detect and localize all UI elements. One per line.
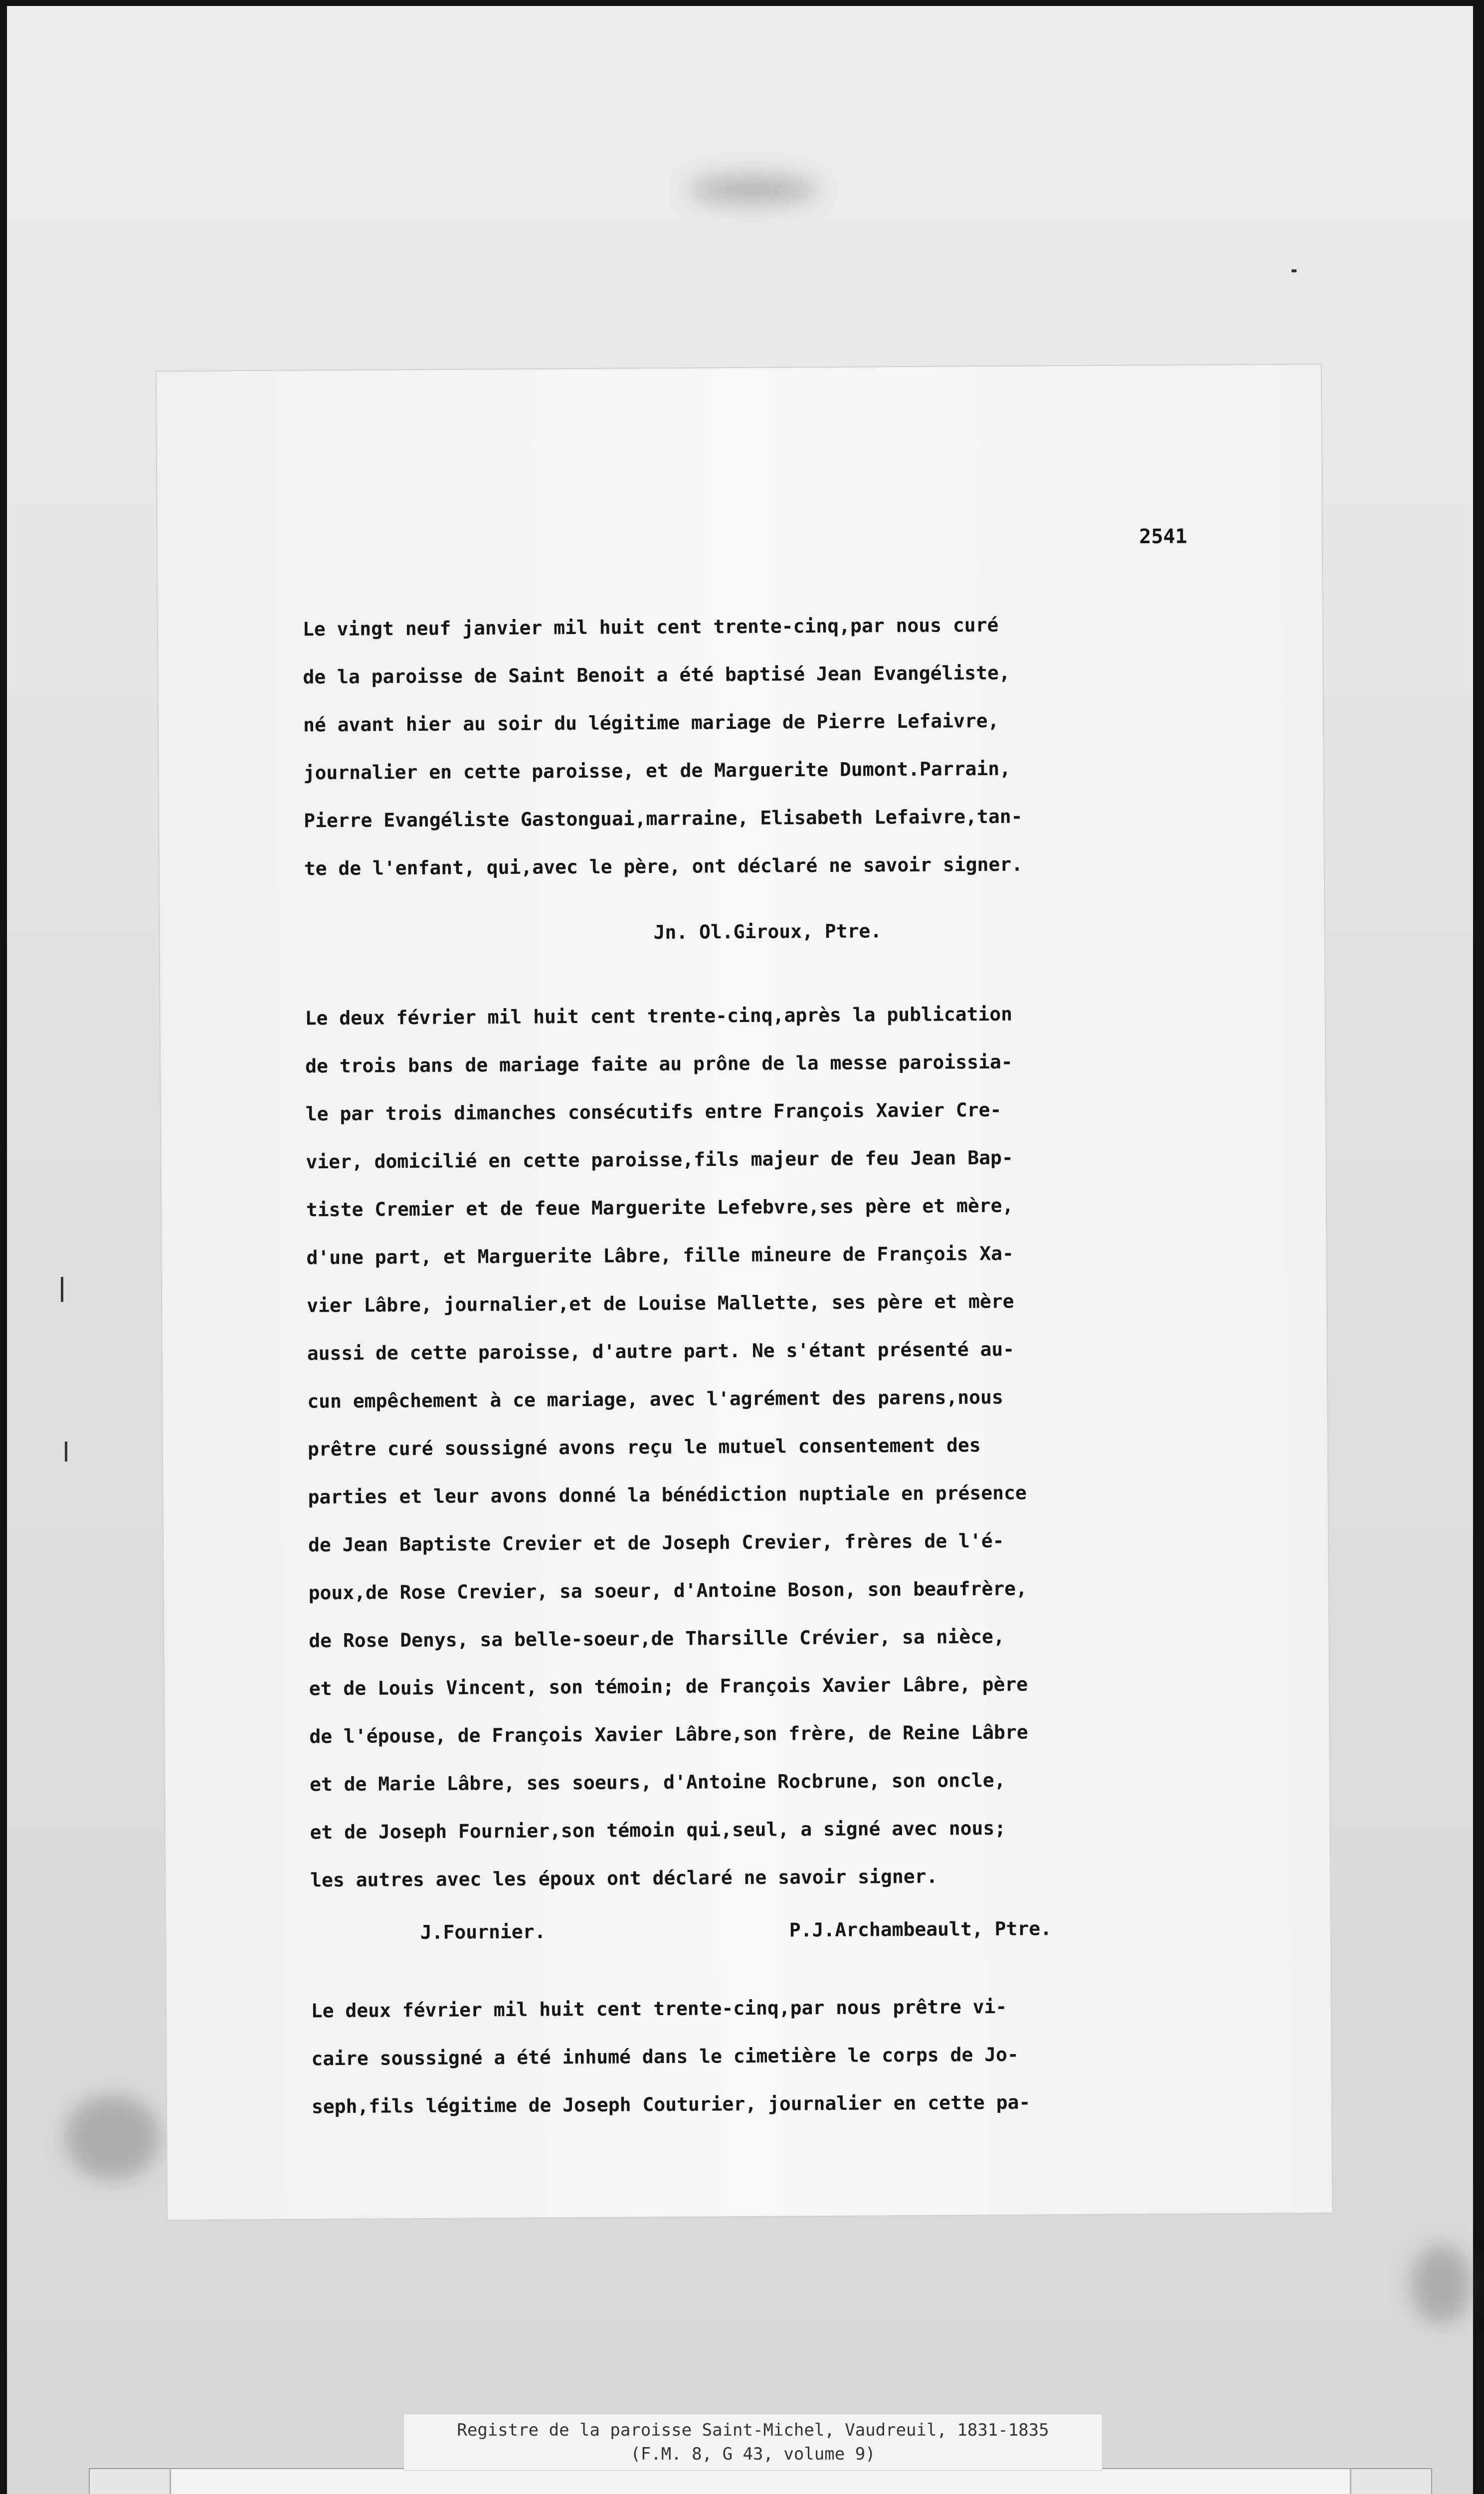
entry-line: prêtre curé soussigné avons reçu le mutuel consentement des [307,1434,981,1460]
entry-line: le par trois dimanches consécutifs entre François Xavier Cre- [305,1098,1002,1125]
register-page [157,365,1332,2220]
archives-stamp-board [90,2469,1431,2494]
entry-line: aussi de cette paroisse, d'autre part. Ne s'étant présenté au- [307,1338,1015,1365]
register-label-title: Registre de la paroisse Saint-Michel, Vaudreuil, 1831-1835 [457,2420,1049,2440]
entry-line: Le deux février mil huit cent trente-cinq,après la publication [305,1003,1013,1030]
board-right-panel [1350,2469,1431,2494]
witness-signature: J.Fournier. [420,1920,546,1943]
baptism-entry [303,600,1217,892]
entry-line: caire soussigné a été inhumé dans le cimetière le corps de Jo- [311,2043,1019,2070]
entry-line: de la paroisse de Saint Benoit a été baptisé Jean Evangéliste, [303,661,1010,688]
film-edge-top [0,0,1484,6]
entry-line: d'une part, et Marguerite Lâbre, fille mineure de François Xa- [306,1242,1014,1269]
entry-line: de Rose Denys, sa belle-soeur,de Tharsille Crévier, sa nièce, [309,1625,1005,1652]
film-scratch [1292,269,1297,272]
entry-line: Le vingt neuf janvier mil huit cent trente-cinq,par nous curé [302,614,999,640]
entry-line: les autres avec les époux ont déclaré ne savoir signer. [310,1865,938,1891]
board-left-panel [90,2469,171,2494]
priest-signature: Jn. Ol.Giroux, Ptre. [653,920,882,944]
entry-line: tiste Cremier et de feue Marguerite Lefebvre,ses père et mère, [306,1194,1014,1221]
page-number: 2541 [1139,525,1187,549]
entry-line: Le deux février mil huit cent trente-cinq,par nous prêtre vi- [311,1995,1007,2022]
film-edge-left [0,0,7,2494]
film-edge-right [1473,0,1484,2494]
entry-line: Pierre Evangéliste Gastonguai,marraine, Elisabeth Lefaivre,tan- [304,805,1023,832]
burial-entry [311,1981,1224,2130]
entry-line: vier Lâbre, journalier,et de Louise Mallette, ses père et mère [307,1290,1014,1317]
film-scratch [61,1277,63,1302]
register-label-reference: (F.M. 8, G 43, volume 9) [630,2444,876,2464]
entry-line: né avant hier au soir du légitime mariage de Pierre Lefaivre, [303,709,999,736]
film-smudge [688,175,818,205]
entry-line: seph,fils légitime de Joseph Couturier, journalier en cette pa- [311,2091,1031,2118]
film-scratch [65,1442,67,1461]
entry-line: et de Joseph Fournier,son témoin qui,seul, a signé avec nous; [310,1817,1006,1844]
entry-line: vier, domicilié en cette paroisse,fils majeur de feu Jean Bap- [306,1146,1013,1173]
entry-line: te de l'enfant, qui,avec le père, ont déclaré ne savoir signer. [304,853,1023,880]
film-smudge [65,2095,160,2180]
entry-line: de l'épouse, de François Xavier Lâbre,son frère, de Reine Lâbre [309,1721,1028,1748]
entry-line: de Jean Baptiste Crevier et de Joseph Crevier, frères de l'é- [308,1529,1004,1556]
film-smudge [1411,2245,1471,2324]
entry-line: poux,de Rose Crevier, sa soeur, d'Antoine Boson, son beaufrère, [308,1577,1028,1604]
entry-line: et de Louis Vincent, son témoin; de François Xavier Lâbre, père [309,1673,1028,1700]
entry-line: parties et leur avons donné la bénédiction nuptiale en présence [308,1481,1027,1508]
entry-line: journalier en cette paroisse, et de Marguerite Dumont.Parrain, [303,757,1011,784]
register-label [404,2414,1102,2470]
entry-line: cun empêchement à ce mariage, avec l'agrément des parens,nous [307,1386,1003,1413]
entry-line: et de Marie Lâbre, ses soeurs, d'Antoine Rocbrune, son oncle, [309,1769,1006,1796]
priest-signature: P.J.Archambeault, Ptre. [789,1917,1052,1941]
marriage-entry [305,989,1223,1904]
entry-line: de trois bans de mariage faite au prône de la messe paroissia- [305,1050,1013,1077]
